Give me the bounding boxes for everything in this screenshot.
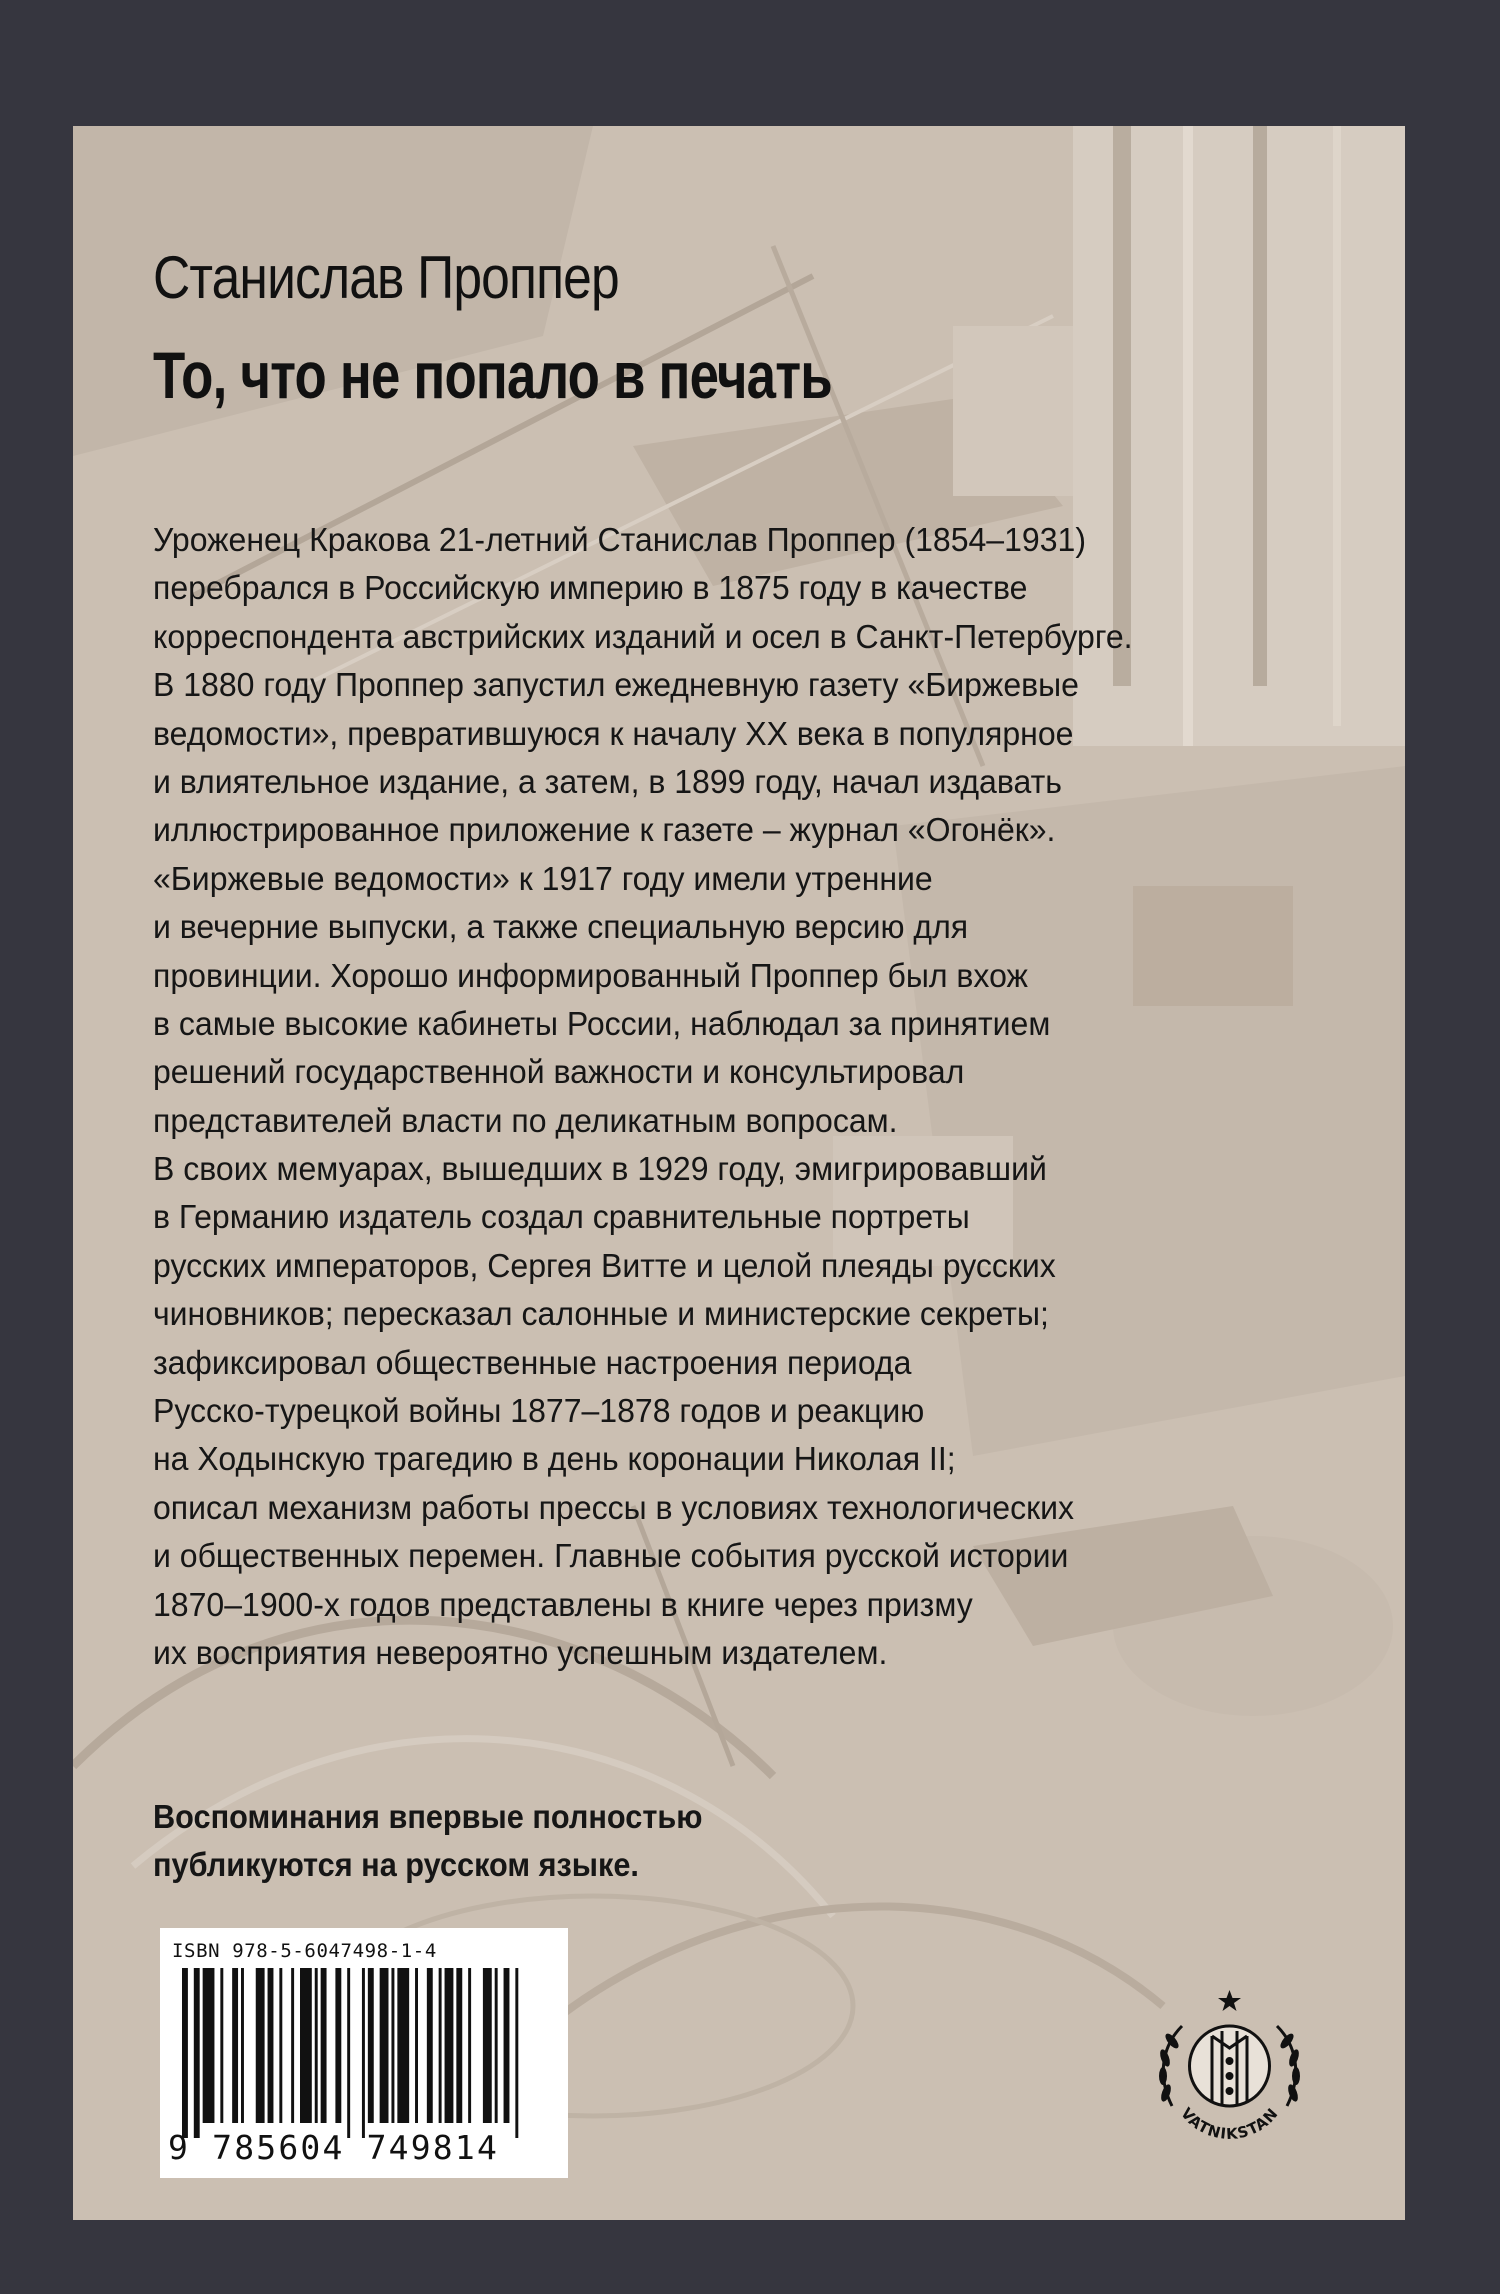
description-line: перебрался в Российскую империю в 1875 году в качестве — [153, 569, 1028, 607]
barcode-bar — [321, 1968, 327, 2123]
publisher-logo — [1142, 1986, 1317, 2161]
barcode-bars — [182, 1968, 552, 2138]
barcode-bar — [391, 1968, 394, 2123]
description-line: и вечерние выпуски, а также специальную версию для — [153, 908, 969, 946]
description-line: иллюстрированное приложение к газете – журнал «Огонёк». — [153, 811, 1056, 849]
description-line: русских императоров, Сергея Витте и целой плеяды русских — [153, 1246, 1056, 1284]
barcode-bar — [397, 1968, 409, 2123]
barcode-bar — [203, 1968, 215, 2123]
barcode-bar — [368, 1968, 374, 2123]
description-line: провинции. Хорошо информированный Проппер был вхож — [153, 956, 1028, 994]
description-line: описал механизм работы прессы в условиях технологических — [153, 1488, 1074, 1526]
description-line: на Ходынскую трагедию в день коронации Николая II; — [153, 1440, 956, 1478]
description-line: Русско-турецкой войны 1877–1878 годов и реакцию — [153, 1392, 925, 1430]
isbn-label: ISBN 978-5-6047498-1-4 — [172, 1940, 437, 1962]
description-line: и общественных перемен. Главные события русской истории — [153, 1537, 1069, 1575]
description-line: В своих мемуарах, вышедших в 1929 году, эмигрировавший — [153, 1150, 1047, 1188]
barcode-bar — [220, 1968, 223, 2123]
description-line: Уроженец Кракова 21-летний Станислав Проппер (1854–1931) — [153, 521, 1086, 558]
barcode-bar — [335, 1968, 341, 2123]
barcode-bar — [483, 1968, 492, 2123]
barcode-bar — [256, 1968, 265, 2123]
description-line: в самые высокие кабинеты России, наблюдал за принятием — [153, 1004, 1051, 1042]
description-line: чиновников; пересказал салонные и министерские секреты; — [153, 1295, 1049, 1333]
barcode-bar — [362, 1968, 365, 2138]
ean-digits: 9 785604 749814 — [168, 2128, 500, 2167]
barcode-bar — [194, 1968, 200, 2138]
star-icon — [1218, 1990, 1241, 2011]
barcode-bar — [268, 1968, 274, 2123]
book-back-cover — [73, 126, 1405, 2220]
barcode-bar — [182, 1968, 188, 2138]
book-title: То, что не попало в печать — [153, 338, 832, 412]
book-author: Станислав Проппер — [153, 244, 619, 311]
description-line: представителей власти по деликатным вопросам. — [153, 1101, 898, 1139]
note-line: публикуются на русском языке. — [153, 1846, 639, 1883]
description-line: в Германию издатель создал сравнительные портреты — [153, 1198, 970, 1236]
description-line: зафиксировал общественные настроения периода — [153, 1343, 912, 1381]
barcode-bar — [279, 1968, 282, 2123]
first-publication-note — [153, 1793, 1053, 1889]
book-description — [153, 516, 1353, 1677]
description-line: 1870–1900-х годов представлены в книге через призму — [153, 1585, 973, 1623]
description-line: их восприятия невероятно успешным издателем. — [153, 1633, 888, 1671]
publisher-logo-text: VATNIKSTAN — [1177, 2104, 1282, 2144]
barcode-bar — [515, 1968, 518, 2138]
barcode-bar — [315, 1968, 318, 2123]
barcode-bar — [415, 1968, 418, 2123]
description-line: решений государственной важности и консультировал — [153, 1053, 965, 1091]
barcode-bar — [380, 1968, 389, 2123]
description-line: и влиятельное издание, а затем, в 1899 году, начал издавать — [153, 762, 1062, 800]
barcode-bar — [232, 1968, 238, 2123]
barcode-bar — [504, 1968, 510, 2123]
barcode-bar — [347, 1968, 350, 2138]
description-line: ведомости», превратившуюся к началу XX века в популярное — [153, 714, 1074, 752]
description-line: «Биржевые ведомости» к 1917 году имели утренние — [153, 859, 933, 897]
barcode-bar — [300, 1968, 312, 2123]
barcode-bar — [241, 1968, 244, 2123]
barcode-bar — [427, 1968, 433, 2123]
barcode-bar — [468, 1968, 471, 2123]
barcode-bar — [445, 1968, 454, 2123]
description-line: В 1880 году Проппер запустил ежедневную газету «Биржевые — [153, 666, 1079, 704]
barcode-bar — [456, 1968, 462, 2123]
description-line: корреспондента австрийских изданий и осел в Санкт-Петербурге. — [153, 617, 1133, 655]
isbn-barcode — [160, 1928, 568, 2178]
note-line: Воспоминания впервые полностью — [153, 1798, 703, 1835]
barcode-bar — [439, 1968, 442, 2123]
barcode-bar — [495, 1968, 498, 2123]
barcode-bar — [291, 1968, 294, 2123]
